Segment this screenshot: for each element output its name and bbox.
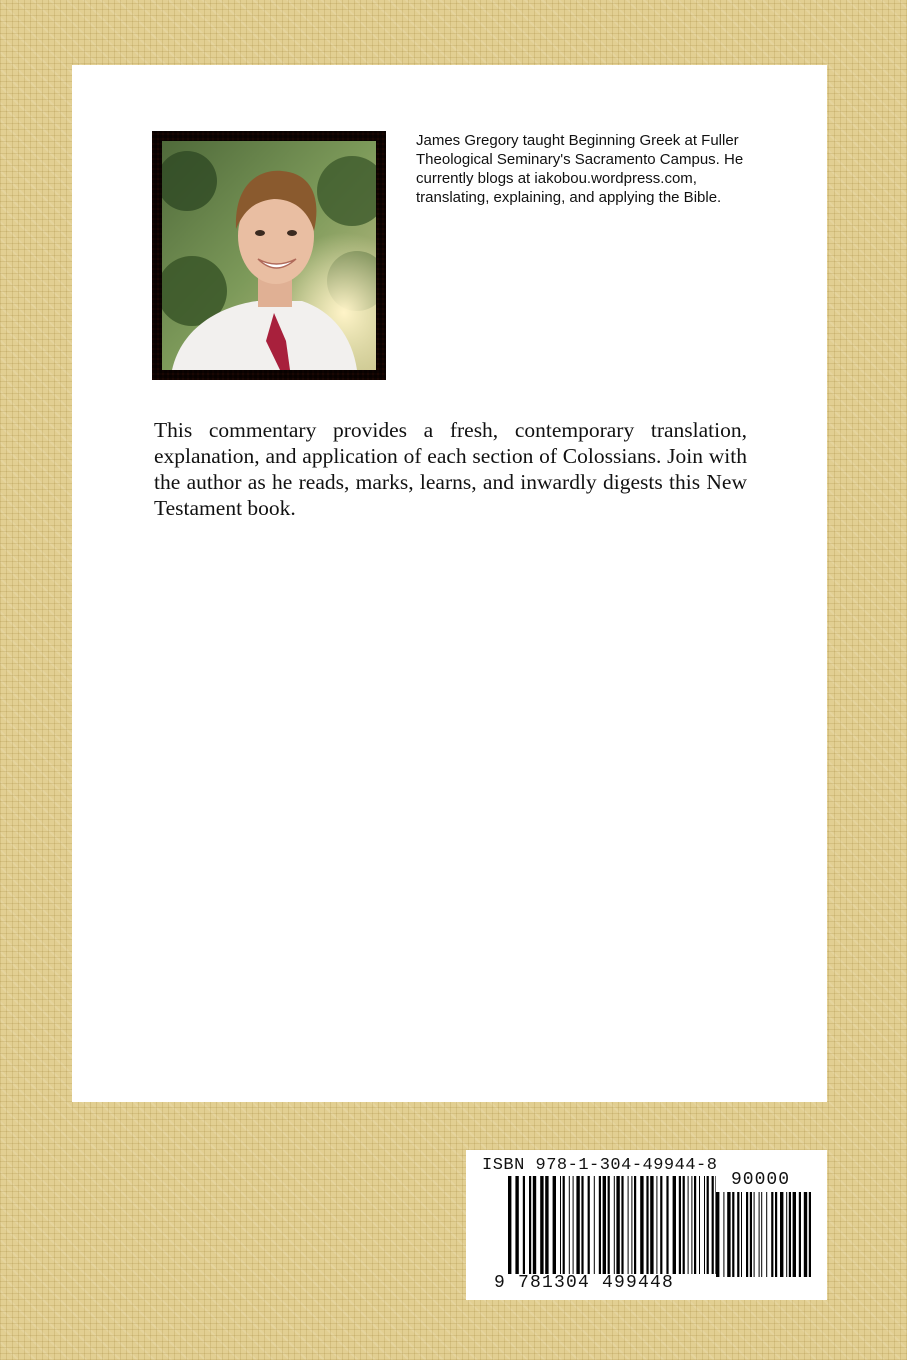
barcode-bar bbox=[621, 1176, 623, 1274]
back-cover-panel bbox=[72, 65, 827, 1102]
barcode-bar bbox=[789, 1192, 791, 1277]
barcode-bar bbox=[691, 1176, 692, 1274]
barcode-bar bbox=[754, 1192, 755, 1277]
barcode-bar bbox=[529, 1176, 531, 1274]
barcode-bar bbox=[771, 1192, 773, 1277]
barcode-bar bbox=[508, 1176, 511, 1274]
barcode-bar bbox=[750, 1192, 752, 1277]
barcode-bar bbox=[766, 1192, 767, 1277]
barcode-bar bbox=[650, 1176, 653, 1274]
barcode-bar bbox=[660, 1176, 662, 1274]
barcode-bar bbox=[631, 1176, 632, 1274]
author-photo bbox=[152, 131, 386, 380]
barcode-bar bbox=[732, 1192, 734, 1277]
barcode-bar bbox=[560, 1176, 561, 1274]
isbn-barcode bbox=[466, 1150, 827, 1300]
barcode-bar bbox=[737, 1192, 739, 1277]
barcode-bar bbox=[799, 1192, 801, 1277]
barcode-bar bbox=[523, 1176, 525, 1274]
barcode-bar bbox=[616, 1176, 619, 1274]
isbn-label: ISBN 978-1-304-49944-8 bbox=[482, 1156, 718, 1175]
book-description: This commentary provides a fresh, contemporary translation, explanation, and application of each section of Colossians. Join with the author as he reads, marks, learns, and inwardly digests this New Testament book. bbox=[154, 418, 747, 520]
barcode-bar bbox=[563, 1176, 565, 1274]
barcode-bar bbox=[581, 1176, 583, 1274]
ean-bars bbox=[508, 1176, 716, 1274]
barcode-bar bbox=[588, 1176, 590, 1274]
barcode-bar bbox=[594, 1176, 595, 1274]
barcode-bar bbox=[640, 1176, 643, 1274]
barcode-bar bbox=[614, 1176, 615, 1274]
barcode-bar bbox=[761, 1192, 762, 1277]
barcode-bar bbox=[656, 1176, 657, 1274]
addon-code: 90000 bbox=[731, 1170, 791, 1190]
barcode-bar bbox=[603, 1176, 606, 1274]
barcode-bar bbox=[716, 1192, 719, 1277]
barcode-bar bbox=[775, 1192, 777, 1277]
barcode-bar bbox=[786, 1192, 787, 1277]
barcode-bar bbox=[673, 1176, 676, 1274]
ean-digits: 9 781304 499448 bbox=[494, 1273, 675, 1293]
barcode-bar bbox=[759, 1192, 760, 1277]
barcode-bar bbox=[683, 1176, 685, 1274]
barcode-bar bbox=[628, 1176, 629, 1274]
barcode-bar bbox=[707, 1176, 709, 1274]
barcode-bar bbox=[679, 1176, 681, 1274]
author-bio: James Gregory taught Beginning Greek at Fuller Theological Seminary's Sacramento Campus. He currently blogs at iakobou.wordpress.com, translating, explaining, and applying the Bible. bbox=[416, 132, 744, 206]
barcode-bar bbox=[545, 1176, 548, 1274]
barcode-bar bbox=[533, 1176, 536, 1274]
barcode-bar bbox=[694, 1176, 696, 1274]
barcode-bar bbox=[793, 1192, 796, 1277]
barcode-bar bbox=[809, 1192, 811, 1277]
barcode-bar bbox=[540, 1176, 543, 1274]
barcode-bar bbox=[780, 1192, 783, 1277]
barcode-bar bbox=[688, 1176, 689, 1274]
barcode-bar bbox=[704, 1176, 705, 1274]
barcode-bar bbox=[666, 1176, 668, 1274]
barcode-bar bbox=[608, 1176, 610, 1274]
barcode-bar bbox=[699, 1176, 700, 1274]
barcode-bar bbox=[553, 1176, 556, 1274]
barcode-bar bbox=[727, 1192, 730, 1277]
barcode-bar bbox=[646, 1176, 648, 1274]
addon-bars bbox=[716, 1192, 811, 1277]
author-portrait-image bbox=[162, 141, 376, 370]
barcode-bar bbox=[746, 1192, 748, 1277]
barcode-bar bbox=[573, 1176, 574, 1274]
barcode-bar bbox=[576, 1176, 579, 1274]
barcode-bar bbox=[599, 1176, 601, 1274]
barcode-bar bbox=[712, 1176, 714, 1274]
barcode-bar bbox=[515, 1176, 518, 1274]
barcode-bar bbox=[634, 1176, 636, 1274]
barcode-bar bbox=[723, 1192, 724, 1277]
barcode-bar bbox=[741, 1192, 742, 1277]
barcode-bar bbox=[804, 1192, 807, 1277]
barcode-bar bbox=[569, 1176, 570, 1274]
